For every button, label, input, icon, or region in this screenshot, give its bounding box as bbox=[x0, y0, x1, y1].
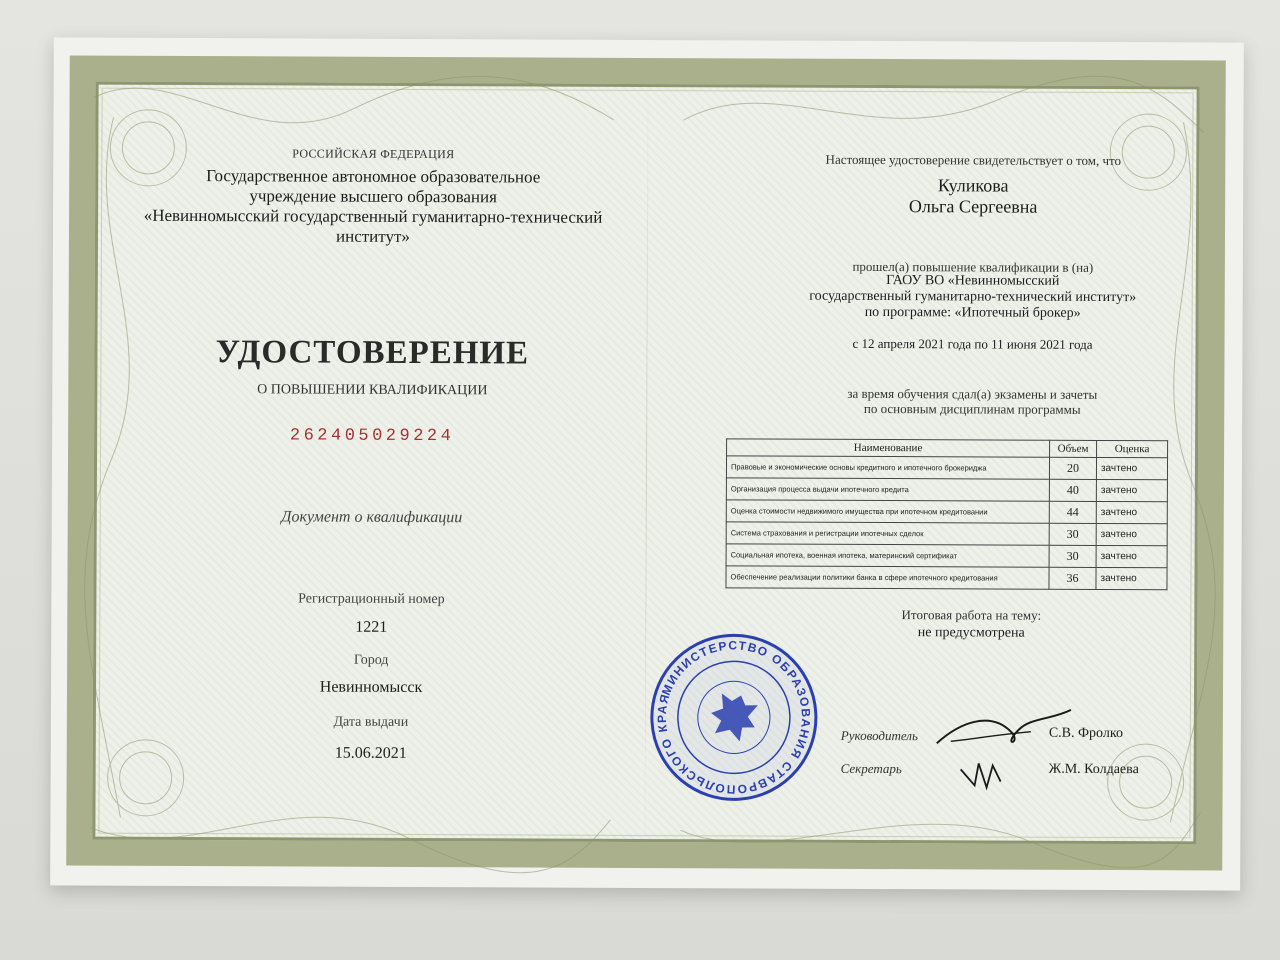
subject-grade: зачтено bbox=[1096, 501, 1167, 523]
table-row bbox=[726, 456, 1167, 480]
holder-name bbox=[693, 174, 1253, 218]
stamp-text: МИНИСТЕРСТВО ОБРАЗОВАНИЯ СТАВРОПОЛЬСКОГО КРАЯ bbox=[654, 638, 814, 797]
country-label: РОССИЙСКАЯ ФЕДЕРАЦИЯ bbox=[292, 146, 455, 162]
final-work-label: Итоговая работа на тему: bbox=[901, 607, 1042, 623]
secretary-role: Секретарь bbox=[840, 760, 902, 777]
certificate-title: УДОСТОВЕРЕНИЕ bbox=[215, 334, 530, 372]
subject-volume: 30 bbox=[1049, 545, 1096, 567]
issue-date-label: Дата выдачи bbox=[333, 714, 409, 730]
holder-surname: Куликова bbox=[937, 175, 1009, 196]
left-page bbox=[110, 38, 634, 888]
signatures bbox=[931, 701, 1081, 792]
header-grade: Оценка bbox=[1097, 440, 1168, 457]
subject-volume: 20 bbox=[1049, 457, 1096, 479]
institution-text bbox=[693, 272, 1253, 322]
subject-grade: зачтено bbox=[1096, 523, 1167, 545]
org-line: «Невинномысский государственный гуманитарно-технический bbox=[143, 205, 603, 227]
header-name: Наименование bbox=[727, 439, 1050, 457]
subject-volume: 36 bbox=[1049, 567, 1096, 589]
holder-given-names: Ольга Сергеевна bbox=[908, 196, 1038, 217]
document-type: Документ о квалификации bbox=[281, 508, 463, 527]
header-volume: Объем bbox=[1050, 440, 1097, 457]
subject-name: Система страхования и регистрации ипотечных сделок bbox=[726, 522, 1049, 545]
subject-name: Организация процесса выдачи ипотечного кредита bbox=[726, 478, 1049, 501]
table-row bbox=[726, 478, 1167, 502]
organization-name bbox=[113, 166, 633, 248]
certificate-subtitle: О ПОВЫШЕНИИ КВАЛИФИКАЦИИ bbox=[257, 382, 488, 399]
serial-number: 262405029224 bbox=[289, 426, 455, 447]
grades-header-row bbox=[727, 439, 1168, 458]
secretary-name: Ж.М. Колдаева bbox=[1048, 761, 1139, 778]
exams-line: за время обучения сдал(а) экзамены и зачеты bbox=[847, 385, 1098, 402]
org-line: учреждение высшего образования bbox=[249, 186, 498, 207]
subject-volume: 44 bbox=[1049, 501, 1096, 523]
subject-grade: зачтено bbox=[1096, 479, 1167, 501]
institution-line: государственный гуманитарно-технический институт» bbox=[809, 288, 1137, 306]
head-name: С.В. Фролко bbox=[1048, 725, 1124, 742]
subject-name: Обеспечение реализации политики банка в сфере ипотечного кредитования bbox=[726, 566, 1049, 589]
subject-name: Социальная ипотека, военная ипотека, материнский сертификат bbox=[726, 544, 1049, 567]
exams-line: по основным дисциплинам программы bbox=[863, 400, 1081, 417]
subject-grade: зачтено bbox=[1096, 567, 1167, 589]
intro-text: Настоящее удостоверение свидетельствует о том, что bbox=[825, 151, 1122, 169]
subject-name: Оценка стоимости недвижимого имущества при ипотечном кредитовании bbox=[726, 500, 1049, 523]
subject-grade: зачтено bbox=[1096, 457, 1167, 479]
issue-date-value: 15.06.2021 bbox=[334, 744, 407, 762]
table-row bbox=[726, 500, 1167, 524]
table-row bbox=[726, 522, 1167, 546]
registration-label: Регистрационный номер bbox=[298, 591, 445, 608]
passed-text: прошел(а) повышение квалификации в (на) bbox=[852, 258, 1094, 275]
subject-volume: 40 bbox=[1049, 479, 1096, 501]
subject-volume: 30 bbox=[1049, 523, 1096, 545]
head-role: Руководитель bbox=[840, 727, 918, 744]
exams-text bbox=[692, 385, 1252, 417]
table-row bbox=[726, 544, 1167, 568]
registration-value: 1221 bbox=[355, 618, 388, 636]
org-line: Государственное автономное образовательное bbox=[206, 166, 541, 187]
subject-name: Правовые и экономические основы кредитного и ипотечного брокериджа bbox=[726, 456, 1049, 479]
program-line: по программе: «Ипотечный брокер» bbox=[864, 304, 1081, 321]
city-label: Город bbox=[353, 652, 389, 668]
city-value: Невинномысск bbox=[319, 678, 423, 697]
grades-table bbox=[725, 438, 1168, 590]
certificate-sheet bbox=[50, 37, 1244, 890]
study-period: с 12 апреля 2021 года по 11 июня 2021 года bbox=[852, 335, 1093, 352]
final-work-value: не предусмотрена bbox=[917, 625, 1025, 641]
org-line: институт» bbox=[335, 226, 410, 246]
table-row bbox=[726, 566, 1167, 590]
subject-grade: зачтено bbox=[1096, 545, 1167, 567]
institution-line: ГАОУ ВО «Невинномысский bbox=[886, 273, 1060, 289]
